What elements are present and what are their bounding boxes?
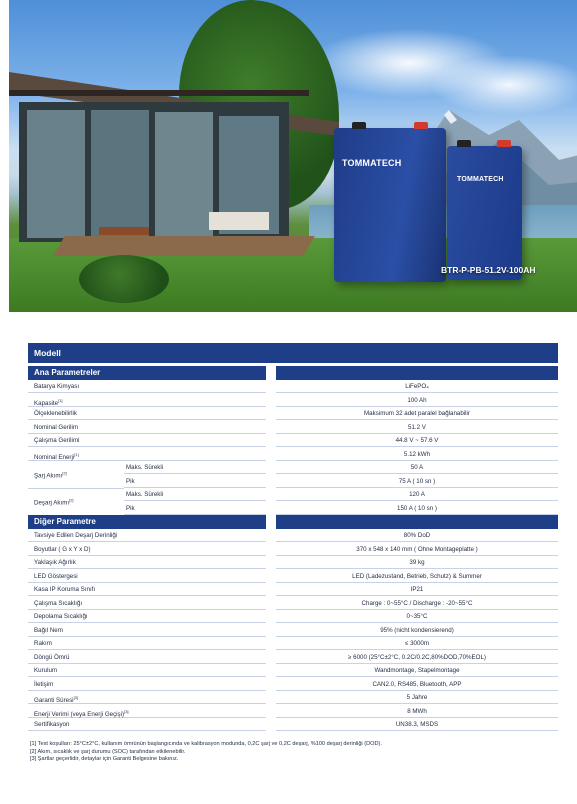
spec-label: Sertifikasyon [34,721,70,728]
model-caption: BTR-P-PB-51.2V-100AH [441,265,536,275]
spec-value-row [276,571,558,583]
spec-sublabel: Maks. Sürekli [126,464,164,471]
spec-label-row [28,584,266,596]
charge-label-cell [28,462,124,489]
spec-label-row [28,652,266,664]
spec-value: 8 MWh [407,707,427,715]
spec-value-row [276,638,558,650]
spec-value-row [276,381,558,393]
battery-unit-large [334,128,446,282]
spec-value: 95% (nicht kondensierend) [380,626,454,634]
spec-value: 5.12 kWh [403,450,431,458]
spec-value: 51.2 V [408,423,426,431]
spec-label-row [28,625,266,637]
spec-label-row [28,598,266,610]
spec-value-row [276,530,558,542]
footnote-marker: [1] [74,451,79,457]
spec-value-row [276,544,558,556]
spec-sublabel-row [124,489,266,501]
modern-house [9,62,339,252]
spec-value: CAN2.0, RS485, Bluetooth, APP [372,680,462,688]
battery-terminal-positive [414,122,428,129]
spec-value: Charge : 0~55°C / Discharge : -20~55°C [361,599,473,607]
spec-value-row [276,408,558,420]
spec-label: Enerji Verimi (veya Enerji Geçişi)[3] [34,708,129,718]
spec-label: İletişim [34,680,54,688]
spec-label-row [28,638,266,650]
spec-value-row [276,503,558,515]
spec-value: 5 Jahre [406,694,428,701]
model-label: Modell [34,348,61,358]
spec-label: Şarj Akımı[2] [34,470,67,480]
spec-value-row [276,557,558,569]
spec-value: IP21 [410,586,424,593]
spec-value-row [276,584,558,596]
spec-value: 370 x 548 x 140 mm ( Ohne Montageplatte ) [356,545,478,553]
spec-value: LiFePO₄ [405,383,429,390]
spec-label: Batarya Kimyası [34,383,80,390]
spec-label-row [28,611,266,623]
discharge-label-cell [28,489,124,516]
spec-value: 150 A ( 10 sn ) [397,504,437,512]
spec-sublabel: Pik [126,504,135,512]
spec-value: ≥ 6000 (25°C±2°C, 0.2C/0.2C,80%DOD,70%EOL) [348,653,486,661]
spec-label-row [28,665,266,677]
battery-terminal-negative [457,140,471,147]
spec-value-row [276,598,558,610]
section-header-main [28,366,266,380]
spec-label-row [28,544,266,556]
spec-value: 39 kg [409,559,425,566]
spec-label: Bağıl Nem [34,626,63,634]
spec-value-row [276,719,558,731]
spec-label-row [28,571,266,583]
spec-label: Nominal Enerji[1] [34,451,79,461]
spec-label: Çalışma Gerilimi [34,437,80,444]
footnotes [30,741,550,764]
spec-label: Rakım [34,640,52,647]
spec-value: LED (Ladezustand, Betrieb, Schutz) & Summer [352,572,482,580]
footnote-marker: [3] [124,708,129,714]
spec-label: Depolama Sıcaklığı [34,613,88,620]
spec-label: Döngü Ömrü [34,653,70,661]
spec-label-row [28,422,266,434]
spec-value-row [276,435,558,447]
section-title: Ana Parametreler [34,368,101,377]
spec-value-row [276,679,558,691]
wooden-deck [53,236,315,256]
spec-label: Boyutlar ( G x Y x D) [34,545,91,553]
spec-label: Kurulum [34,667,58,674]
brand-logo: TOMMATECH [342,158,402,168]
spec-sublabel: Maks. Sürekli [126,491,164,498]
spec-value-row [276,449,558,461]
section-header-main-values [276,366,558,380]
spec-value: Maksimum 32 adet paralel bağlanabilir [364,410,470,417]
model-header-bar [28,343,558,363]
footnote-marker: [2] [69,497,74,503]
battery-terminal-negative [352,122,366,129]
spec-label-row [28,530,266,542]
spec-label-row [28,381,266,393]
spec-sublabel-row [124,503,266,515]
spec-label-row [28,408,266,420]
spec-value-row [276,652,558,664]
spec-label-row [28,395,266,407]
spec-value: 100 Ah [407,396,427,404]
spec-value: ≤ 3000m [404,640,430,647]
spec-sublabel-row [124,476,266,488]
footnote: [1] Test koşulları: 25°C±2°C, kullanım ömrünün başlangıcında ve kalibrasyon modunda, 0,2C şarj ve 0,2C deşarj, %100 deşarj derinliği (DOD). [30,741,382,747]
spec-value-row [276,462,558,474]
spec-label: Tavsiye Edilen Deşarj Derinliği [34,532,118,539]
spec-value: 44.8 V ~ 57.6 V [395,437,439,444]
spec-value: 120 A [409,491,425,498]
spec-value-row [276,422,558,434]
bush [79,255,169,303]
battery-unit-small [447,146,522,280]
spec-label-row [28,435,266,447]
spec-value-row [276,395,558,407]
spec-label-row [28,557,266,569]
spec-value-row [276,625,558,637]
spec-label: Kasa IP Koruma Sınıfı [34,586,96,593]
spec-label-row [28,679,266,691]
section-title: Diğer Parametre [34,517,96,526]
spec-sublabel: Pik [126,477,135,485]
spec-label-row [28,706,266,718]
spec-label: Ölçeklenebilirlik [34,410,77,417]
spec-value-row [276,476,558,488]
spec-value: UN38.3, MSDS [395,721,439,728]
spec-label: LED Göstergesi [34,572,78,580]
footnote-marker: [1] [58,397,63,403]
section-header-other [28,515,266,529]
spec-label: Kapasite[1] [34,397,63,407]
spec-label: Garanti Süresi[3] [34,695,79,705]
spec-label: Yaklaşık Ağırlık [34,559,76,566]
product-hero-image [9,0,577,312]
spec-sublabel-row [124,462,266,474]
footnote-marker: [2] [62,470,67,476]
spec-value-row [276,611,558,623]
footnote-marker: [3] [73,695,79,700]
spec-label-row [28,449,266,461]
spec-value: 80% DoD [403,532,431,539]
spec-label: Deşarj Akımı[2] [34,497,74,507]
spec-value-row [276,489,558,501]
spec-value: Wandmontage, Stapelmontage [374,667,460,674]
footnote: [2] Akım, sıcaklık ve şarj durumu (SOC) tarafından etkilenebilir. [30,748,186,755]
spec-label-row [28,719,266,731]
spec-value: 50 A [410,464,424,471]
footnote: [3] Şartlar geçerlidir, detaylar için Garanti Belgesine bakınız. [30,756,179,763]
spec-label: Nominal Gerilim [34,423,79,431]
spec-value-row [276,692,558,704]
spec-label-row [28,692,266,704]
section-header-other-values [276,515,558,529]
spec-value: 0~35°C [406,613,428,620]
battery-terminal-positive [497,140,511,147]
spec-label: Çalışma Sıcaklığı [34,599,83,607]
spec-value: 75 A ( 10 sn ) [398,477,436,485]
spec-value-row [276,665,558,677]
brand-logo: TOMMATECH [457,176,504,183]
spec-value-row [276,706,558,718]
